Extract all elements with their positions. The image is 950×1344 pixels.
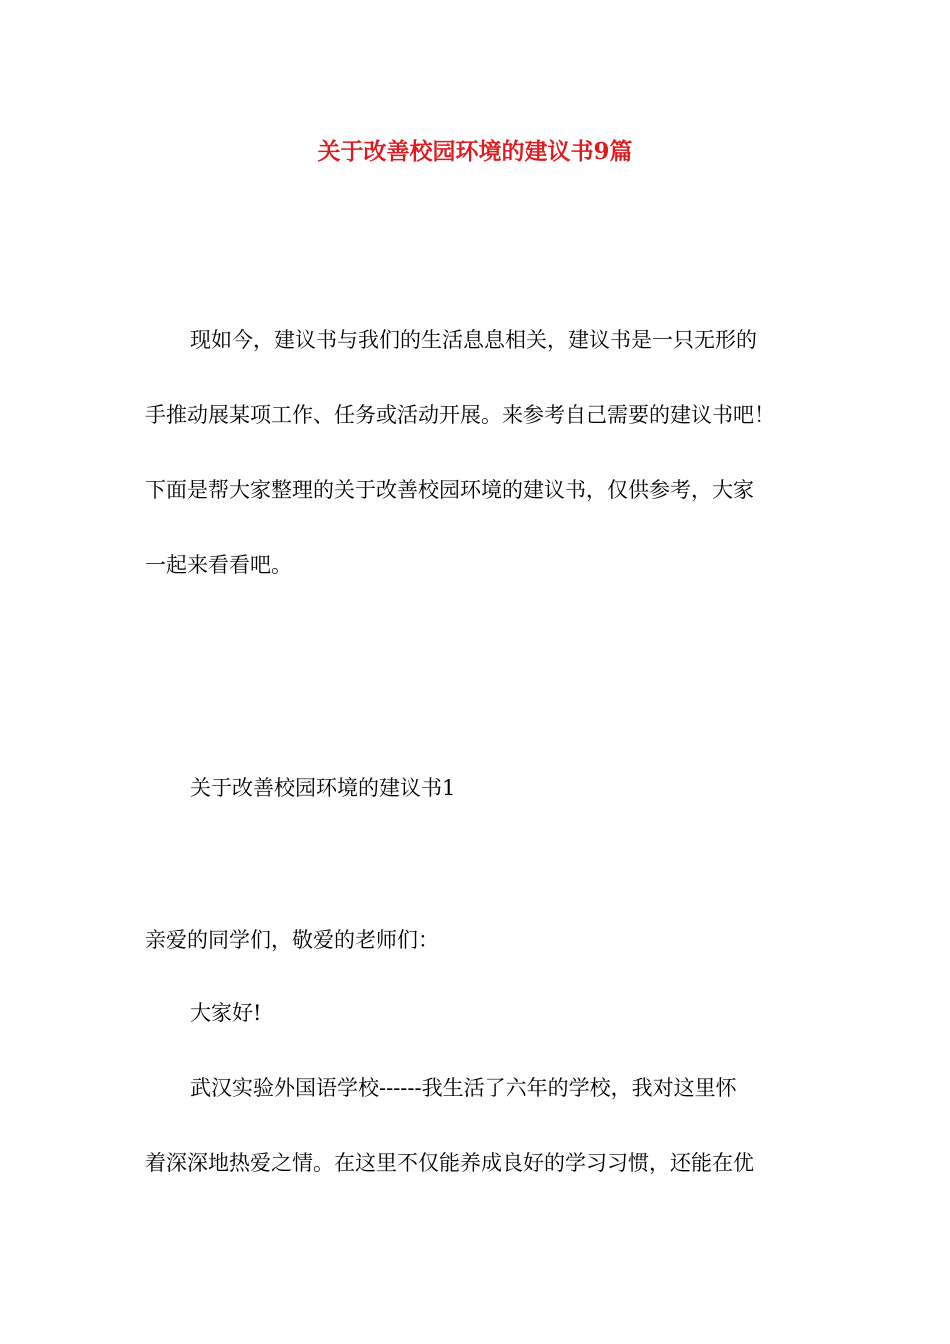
section-heading: 关于改善校园环境的建议书1 (190, 776, 456, 800)
body-line-1: 武汉实验外国语学校------我生活了六年的学校，我对这里怀 (190, 1076, 737, 1100)
greeting: 大家好! (190, 1001, 262, 1025)
body-line-2: 着深深地热爱之情。在这里不仅能养成良好的学习习惯，还能在优 (145, 1151, 754, 1175)
document-title: 关于改善校园环境的建议书9篇 (317, 138, 633, 165)
intro-line-4: 一起来看看吧。 (145, 553, 292, 577)
salutation: 亲爱的同学们，敬爱的老师们： (145, 928, 439, 952)
intro-line-2: 手推动展某项工作、任务或活动开展。来参考自己需要的建议书吧！ (145, 403, 775, 427)
intro-line-3: 下面是帮大家整理的关于改善校园环境的建议书，仅供参考，大家 (145, 478, 754, 502)
intro-line-1: 现如今，建议书与我们的生活息息相关，建议书是一只无形的 (190, 328, 757, 352)
